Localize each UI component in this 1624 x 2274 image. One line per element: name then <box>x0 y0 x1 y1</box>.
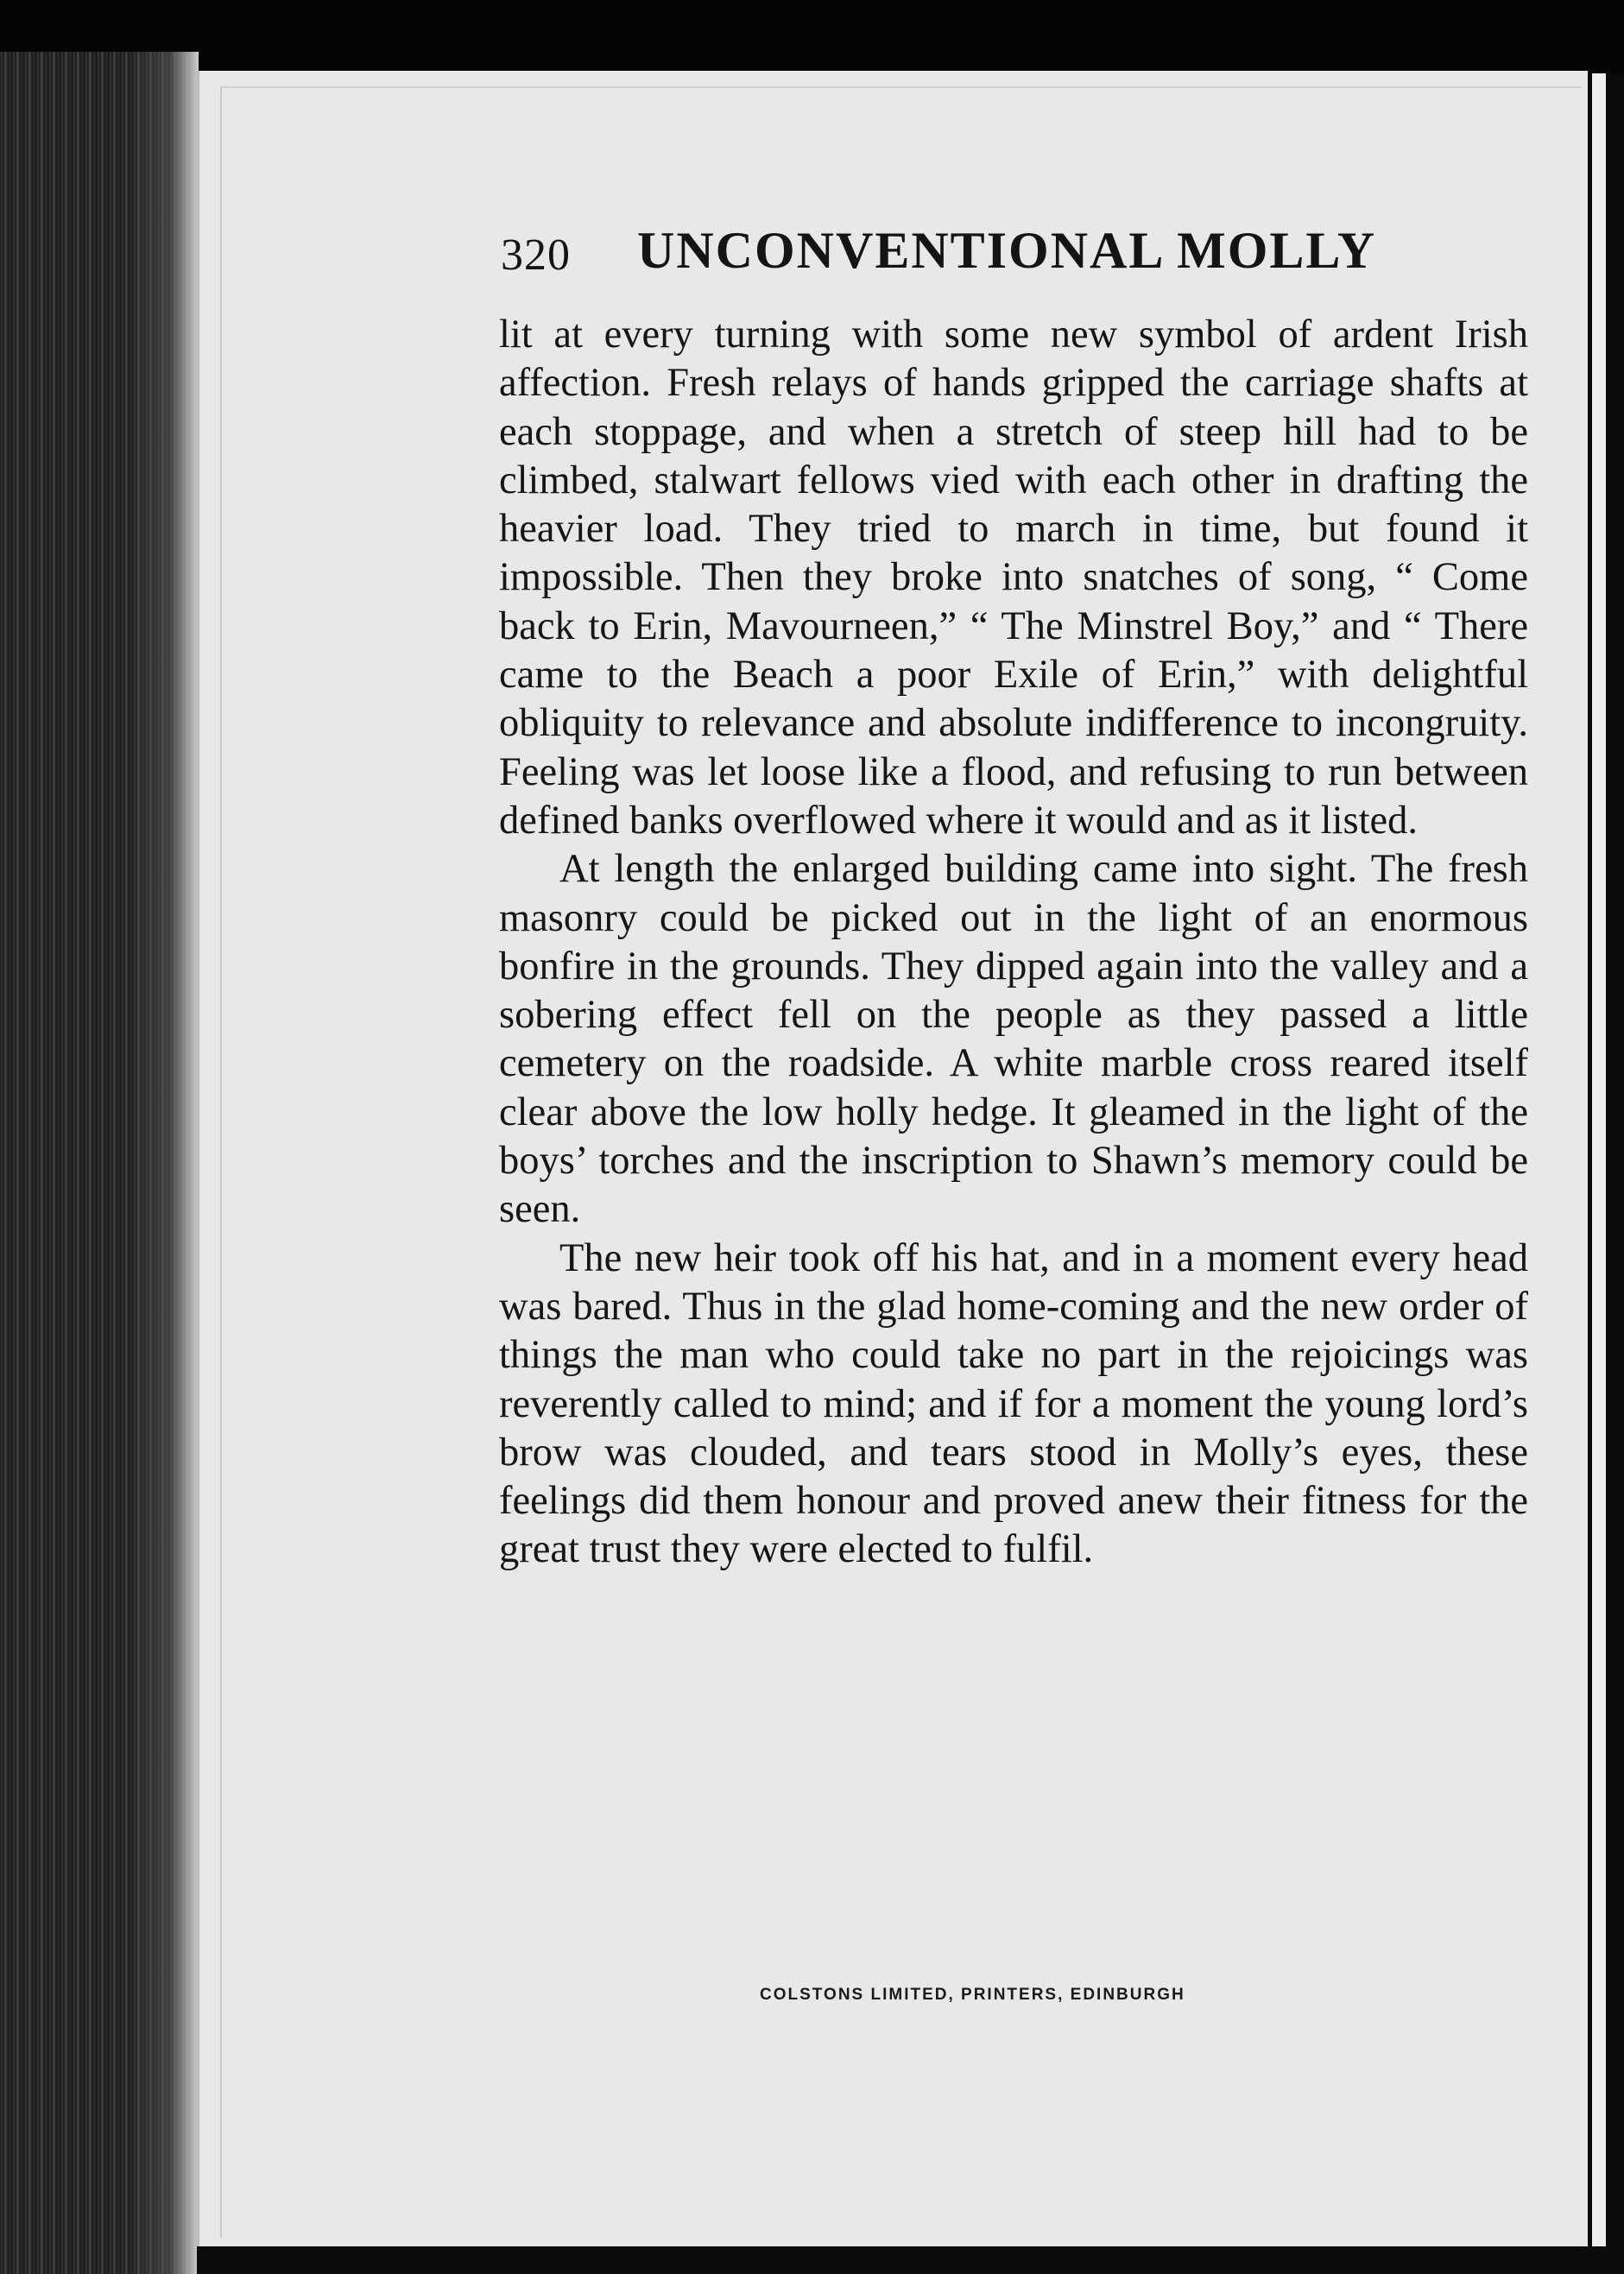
running-title: UNCONVENTIONAL MOLLY <box>637 222 1377 279</box>
paragraph-continued: lit at every turning with some new symbol of ardent Irish affection. Fresh relays of hands gripped the carriage shafts at each stoppage, and when a stretch of steep hill had to be climbed, stalwart fellows vied with each other in drafting the heavier load. They tried to march in time, but found it impossible. Then they broke into snatches of song, “ Come back to Erin, Mavourneen,” “ The Minstrel Boy,” and “ There came to the Beach a poor Exile of Erin,” with delightful obliquity to relevance and absolute indifference to incongruity. Feeling was let loose like a flood, and refusing to run between defined banks overflowed where it would and as it listed. <box>499 313 1528 843</box>
paragraph: At length the enlarged building came into sight. The fresh masonry could be picked out in the light of an enormous bonfire in the grounds. They dipped again into the valley and a sobering effect fell on the people as they passed a little cemetery on the roadside. A white marble cross reared itself clear above the low holly hedge. It gleamed in the light of the boys’ torches and the inscription to Shawn’s memory could be seen. <box>499 847 1528 1232</box>
scan-top-border <box>0 0 1624 73</box>
page-number: 320 <box>501 231 571 280</box>
scan-bottom-border <box>197 2246 1624 2274</box>
body-text <box>499 311 1528 1575</box>
page-header <box>501 218 1399 287</box>
book-page-edges <box>0 52 199 2274</box>
printer-imprint: COLSTONS LIMITED, PRINTERS, EDINBURGH <box>760 1986 1185 2004</box>
paragraph: The new heir took off his hat, and in a moment every head was bared. Thus in the glad home-coming and the new order of things the man who could take no part in the rejoicings was reverently called to mind; and if for a moment the young lord’s brow was clouded, and tears stood in Molly’s eyes, these feelings did them honour and proved anew their fitness for the great trust they were elected to fulfil. <box>499 1235 1528 1572</box>
